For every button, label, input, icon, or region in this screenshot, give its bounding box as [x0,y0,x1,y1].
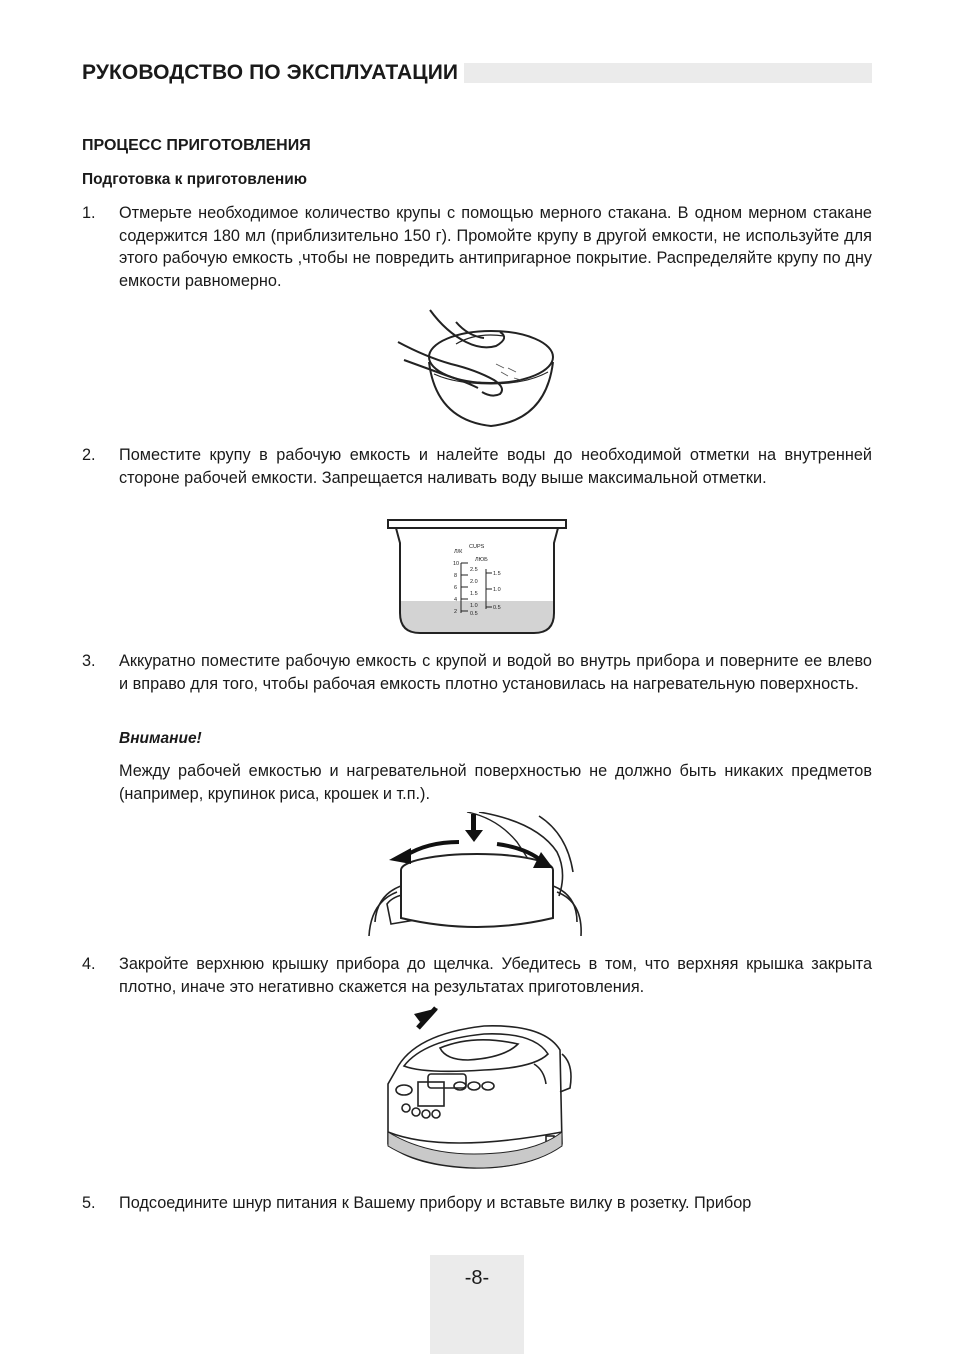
step-1 [82,202,872,292]
step-text: Аккуратно поместите рабочую емкость с крупой и водой во внутрь прибора и поверните ее влево и вправо для того, чтобы рабочая емкость плотно установилась на нагревательную поверхность. [119,652,872,693]
svg-text:2.5: 2.5 [470,567,478,573]
step-number: 4. [82,955,96,973]
step-text: Подсоедините шнур питания к Вашему прибору и вставьте вилку в розетку. Прибор [119,1194,752,1212]
svg-text:1.0: 1.0 [470,603,478,609]
page-title: РУКОВОДСТВО ПО ЭКСПЛУАТАЦИИ [82,60,464,86]
scale-cups-label: CUPS [469,544,485,550]
step-2 [82,444,872,489]
step-number: 3. [82,652,96,670]
step-4 [82,953,872,998]
insert-bowl-illustration [367,812,591,940]
step-text: Поместите крупу в рабочую емкость и налейте воды до необходимой отметки на внутренней стороне рабочей емкости. Запрещается наливать воду выше максимальной отметки. [119,446,872,487]
scale-left-label: Л/К [454,549,463,555]
warning-text: Между рабочей емкостью и нагревательной поверхностью не должно быть никаких предметов (например, крупинок риса, крошек и т.п.). [119,762,872,803]
inner-bowl-illustration [386,517,568,637]
svg-text:1.5: 1.5 [493,571,501,577]
step-number: 5. [82,1194,96,1212]
svg-text:0.5: 0.5 [493,605,501,611]
svg-text:10: 10 [453,561,460,567]
svg-text:0.5: 0.5 [470,611,478,617]
svg-text:1.0: 1.0 [493,587,501,593]
svg-text:2.0: 2.0 [470,579,478,585]
step-5 [82,1192,872,1215]
step-3 [82,650,872,695]
step-number: 2. [82,446,96,464]
washing-rice-illustration [396,302,558,432]
subsection-title: Подготовка к приготовлению [82,171,307,188]
svg-text:6: 6 [454,585,458,591]
section-title: ПРОЦЕСС ПРИГОТОВЛЕНИЯ [82,137,311,154]
step-text: Закройте верхнюю крышку прибора до щелчка. Убедитесь в том, что верхняя крышка закрыта плотно, иначе это негативно скажется на результатах приготовления. [119,955,872,996]
step-text: Отмерьте необходимое количество крупы с помощью мерного стакана. В одном мерном стакане содержится 180 мл (приблизительно 150 г). Промойте крупу в другой емкости, не используйте для этого рабочую емкость ,чтобы не повредить антипригарное покрытие. Распределяйте крупу по дну емкости равномерно. [119,204,872,290]
step-number: 1. [82,204,96,222]
svg-text:4: 4 [454,597,458,603]
closed-cooker-illustration [384,1004,574,1178]
scale-right-label: ЛЮБ [475,557,488,563]
page-number-box [430,1255,524,1354]
svg-text:2: 2 [454,609,458,615]
warning-title: Внимание! [119,730,202,747]
svg-text:1.5: 1.5 [470,591,478,597]
page-number: -8- [464,1267,490,1289]
svg-text:8: 8 [454,573,458,579]
